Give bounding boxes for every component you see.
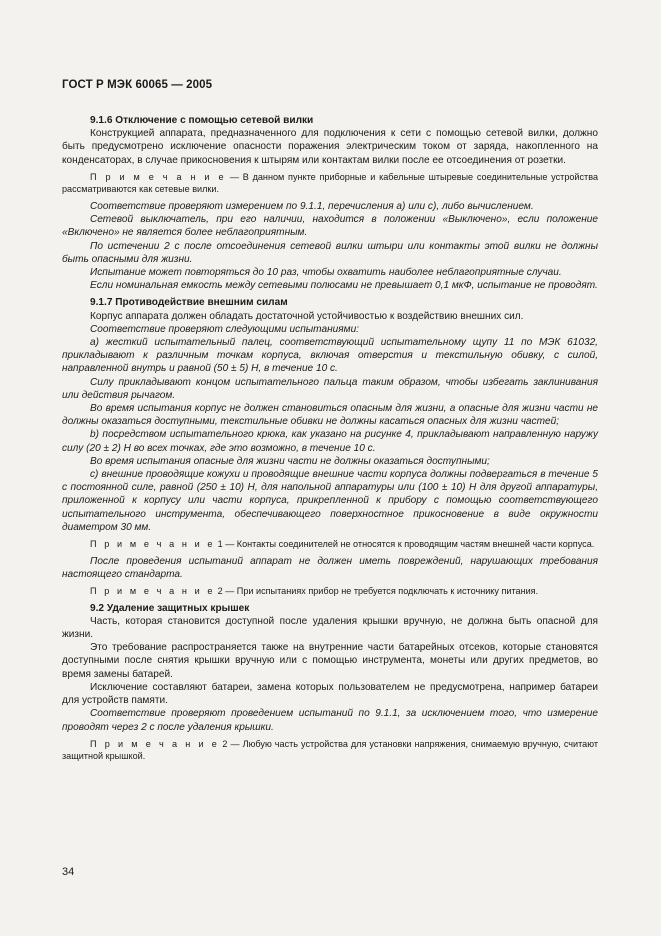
body-paragraph: Испытание может повторяться до 10 раз, чтобы охватить наиболее неблагоприятные случаи. (90, 267, 562, 279)
body-paragraph: Исключение составляют батареи, замена которых пользователем не предусмотрена, например батареи для устройств памяти. (62, 681, 598, 707)
body-paragraph: Если номинальная емкость между сетевыми полюсами не превышает 0,1 мкФ, испытание не проводят. (90, 280, 598, 292)
body-paragraph: Силу прикладывают концом испытательного пальца таким образом, чтобы избегать заклинивания или действия рычагом. (62, 376, 598, 401)
note-paragraph (62, 538, 598, 551)
body-paragraph: с) внешние проводящие кожухи и проводящие внешние части корпуса должны подвергаться в течение 5 с постоянной силе, равной (250 ± 10) Н, для напольной аппаратуры или (100 ± 10) Н для другой аппаратуры, приложенной к корпусу или части корпуса, прикрепленной к прибору с помощью соответствующего испытательного инструмента, обеспечивающего поверхностное прикосновение в виде окружности диаметром 30 мм. (62, 469, 598, 533)
section-heading: 9.2 Удаление защитных крышек (90, 602, 250, 614)
page-number: 34 (62, 866, 75, 878)
note-text: — В данном пункте приборные и кабельные штыревые соединительные устройства рассматриваются как сетевые вилки. (62, 171, 599, 195)
body-paragraph: По истечении 2 с после отсоединения сетевой вилки штыри или контакты этой вилки не должны быть опасными для жизни. (62, 240, 598, 265)
body-paragraph: После проведения испытаний аппарат не должен иметь повреждений, нарушающих требования настоящего стандарта. (62, 555, 598, 580)
body-paragraph: Соответствие проверяют измерением по 9.1.1, перечисления а) или с), либо вычислением. (90, 201, 534, 212)
body-paragraph: Корпус аппарата должен обладать достаточной устойчивостью к воздействию внешних сил. (90, 310, 524, 322)
note-paragraph (62, 171, 598, 196)
body-paragraph: Во время испытания корпус не должен становиться опасным для жизни, а опасные для жизни части не должны оказаться доступными, текстильные обивки не должны касаться опасных для жизни частей; (62, 403, 598, 428)
body-paragraph: а) жесткий испытательный палец, соответствующий испытательному щупу 11 по МЭК 61032, прикладывают к различным точкам корпуса, включая отверстия и текстильную обивку, с силой, направленной внутрь и равной (50 ± 5) Н, в течение 10 с. (62, 337, 598, 375)
body-paragraph: Часть, которая становится доступной после удаления крышки вручную, не должна быть опасной для жизни. (62, 615, 598, 641)
note-paragraph (62, 738, 598, 763)
note-label: П р и м е ч а н и е (90, 738, 220, 749)
section-heading: 9.1.7 Противодействие внешним силам (90, 297, 288, 309)
note-text: 1 — Контакты соединителей не относятся к проводящим частям внешней части корпуса. (215, 539, 595, 550)
body-paragraph: Это требование распространяется также на внутренние части батарейных отсеков, которые становятся доступными после снятия крышки вручную или с помощью инструмента, монеты или других предметов, во время замены батарей. (62, 642, 598, 680)
note-text: 2 — Любую часть устройства для установки напряжения, снимаемую вручную, считают защитной крышкой. (62, 738, 599, 762)
note-text: 2 — При испытаниях прибор не требуется подключать к источнику питания. (215, 586, 539, 597)
body-paragraph: Соответствие проверяют проведением испытаний по 9.1.1, за исключением того, что измерение проводят через 2 с после удаления крышки. (62, 708, 598, 733)
document-body (62, 110, 598, 767)
body-paragraph: Соответствие проверяют следующими испытаниями: (90, 323, 359, 335)
section-heading: 9.1.6 Отключение с помощью сетевой вилки (90, 115, 314, 126)
standard-header: ГОСТ Р МЭК 60065 — 2005 (62, 79, 213, 91)
body-paragraph: Сетевой выключатель, при его наличии, находится в положении «Выключено», если положение «Включено» не является более неблагоприятным. (62, 214, 598, 239)
note-label: П р и м е ч а н и е (90, 586, 216, 597)
note-label: П р и м е ч а н и е (90, 171, 227, 182)
body-paragraph: Конструкцией аппарата, предназначенного для подключения к сети с помощью сетевой вилки, должно быть предусмотрено исключение опасности поражения электрическим током от заряда, накопленного на конденсаторах, в случае прикосновения к штырям или контактам вилки после ее отсоединения от розетки. (62, 128, 598, 166)
note-label: П р и м е ч а н и е (90, 539, 216, 550)
body-paragraph: Во время испытания опасные для жизни части не должны оказаться доступными; (90, 455, 490, 467)
note-paragraph (62, 585, 598, 598)
body-paragraph: b) посредством испытательного крюка, как указано на рисунке 4, прикладывают направленную наружу силу (20 ± 2) Н во всех точках, где это возможно, в течение 10 с. (62, 429, 598, 454)
